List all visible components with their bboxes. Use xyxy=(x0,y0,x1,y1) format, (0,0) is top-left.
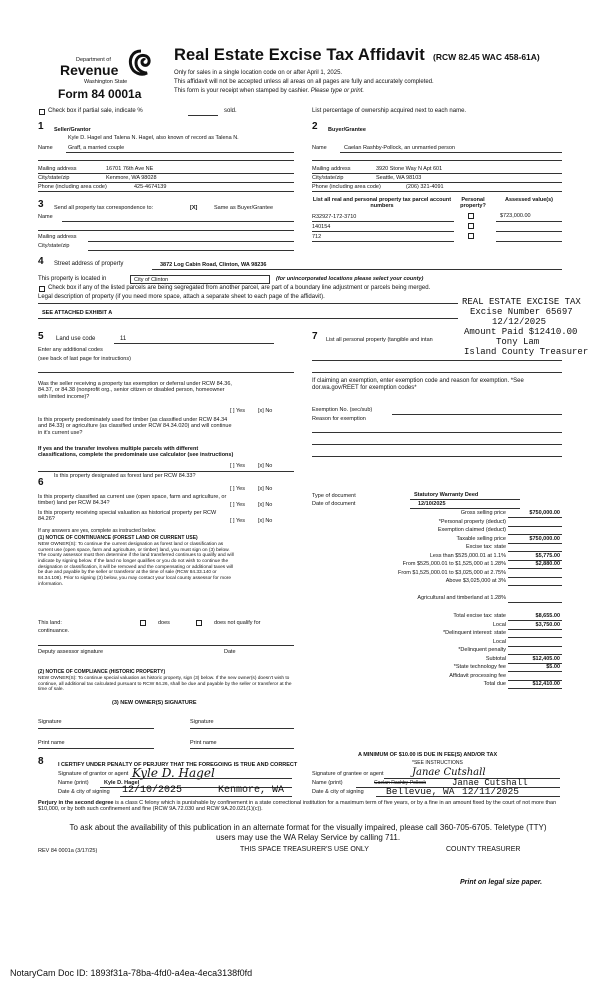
parcel-1-assessed[interactable]: $723,000.00 xyxy=(500,213,531,219)
tax-row-value[interactable]: $12,410.00 xyxy=(532,681,560,687)
exemption-yes[interactable]: [ ] Yes xyxy=(230,408,245,414)
exemption-question: Was the seller receiving a property tax exemption or deferral under RCW 84.36, 84.37, or 84.38 (nonprofit org., senior citizen or disabled person, homeowner with limited income)? xyxy=(38,381,232,400)
ownership-note: List percentage of ownership acquired next to each name. xyxy=(312,108,467,114)
legal-description-label: Legal description of property (if you need more space, attach a separate sheet to each page of the affidavit). xyxy=(38,294,325,300)
personal-property-header: Personal property? xyxy=(460,197,486,210)
tax-row-line xyxy=(508,517,562,518)
grantor-city[interactable]: Kenmore, WA xyxy=(218,785,285,796)
section-1-number: 1 xyxy=(38,121,44,132)
forest-question-3: Is this property receiving special valuation as historical property per RCW 84.26? xyxy=(38,510,217,523)
correspondence-name-label: Name xyxy=(38,214,53,220)
assessed-value-header: Assessed value(s) xyxy=(505,197,553,203)
notice-3-title: (3) NEW OWNER(S) SIGNATURE xyxy=(112,700,197,706)
perjury-statement xyxy=(38,800,562,813)
header-line-1: Only for sales in a single location code on or after April 1, 2025. xyxy=(174,70,343,76)
stamp-line-5: Tony Lam xyxy=(496,337,540,347)
treasurer-use-label: THIS SPACE TREASURER'S USE ONLY xyxy=(240,846,369,853)
owner-print-line-1[interactable] xyxy=(38,748,154,749)
grantor-name-label: Name (print) xyxy=(58,780,89,786)
correspondence-mailing-label: Mailing address xyxy=(38,234,77,240)
seller-mailing-value[interactable]: 16701 76th Ave NE xyxy=(106,166,154,172)
parcel-row-1[interactable]: R32927-172-3710 xyxy=(312,214,357,220)
tax-row-line xyxy=(508,637,562,638)
owner-print-line-2[interactable] xyxy=(190,748,294,749)
timber-no[interactable]: [x] No xyxy=(258,463,273,469)
state-line: Washington State xyxy=(84,79,128,85)
tax-row-line xyxy=(508,671,562,672)
grantee-signature-label: Signature of grantee or agent xyxy=(312,771,384,777)
notice-1-title: (1) NOTICE OF CONTINUANCE (FOREST LAND OR CURRENT USE) xyxy=(38,535,198,541)
stamp-line-3: 12/12/2025 xyxy=(492,317,547,327)
seller-mailing-label: Mailing address xyxy=(38,166,77,172)
does-label: does xyxy=(158,620,170,626)
forest-q3-yes[interactable]: [ ] Yes xyxy=(230,518,245,524)
grantor-name[interactable]: Kyle D. Hagel xyxy=(104,780,140,786)
forest-question-1: Is this property designated as forest land per RCW 84.33? xyxy=(54,473,196,479)
section-6-number: 6 xyxy=(38,477,44,488)
tax-row-label: Exemption claimed (deduct) xyxy=(437,527,506,533)
parcel-row-2[interactable]: 140154 xyxy=(312,224,331,230)
tax-row-label: Agricultural and timberland at 1.28% xyxy=(417,594,506,601)
correspondence-label: Send all property tax correspondence to: xyxy=(54,205,154,211)
perjury-bold: Perjury in the second degree xyxy=(38,800,114,806)
wa-revenue-swirl-icon xyxy=(128,49,154,77)
segregated-label: Check box if any of the listed parcels are being segregated from another parcel, are part of a boundary line adjustment or parcels being merged. xyxy=(48,285,431,291)
notarycam-doc-id: NotaryCam Doc ID: 1893f31a-78ba-4fd0-a4ea-4eca3138f0fd xyxy=(10,968,253,978)
continuance-label: continuance. xyxy=(38,628,70,634)
perjury-text: is a class C felony which is punishable by confinement in a state correctional institution for a maximum term of five years, or by a fine in an amount fixed by the court of not more than $10,000, or by both such confinement and fine (RCW 9A.72.030 and RCW 9A.20.021(1)(c)). xyxy=(38,800,557,813)
grantor-signature[interactable]: Kyle D. Hagel xyxy=(132,766,215,780)
header-line-3-italic: Please type or print. xyxy=(310,88,365,94)
county-treasurer-label: COUNTY TREASURER xyxy=(446,846,521,853)
timber-question-bold: If yes and the transfer involves multiple parcels with different classifications, complete the predominate use calculator (see instructions) xyxy=(38,446,234,459)
grantor-date-label: Date & city of signing xyxy=(58,789,110,795)
forest-note: If any answers are yes, complete as instructed below. xyxy=(38,528,157,534)
buyer-city-value[interactable]: Seattle, WA 98103 xyxy=(376,175,422,181)
unincorporated-note: (for unincorporated locations please select your county) xyxy=(276,276,424,282)
correspondence-city-label: City/state/zip xyxy=(38,243,70,249)
seller-name-line-2[interactable]: Graff, a married couple xyxy=(68,145,125,151)
owner-print-label-2: Print name xyxy=(190,740,217,746)
this-land-label: This land: xyxy=(38,620,62,626)
street-value[interactable]: 3872 Log Cabin Road, Clinton, WA 98236 xyxy=(160,262,267,268)
owner-print-label-1: Print name xyxy=(38,740,65,746)
grantor-date[interactable]: 12/10/2025 xyxy=(122,785,183,796)
tax-row-label: *Personal property (deduct) xyxy=(438,518,506,525)
partial-sale-label: Check box if partial sale, indicate % xyxy=(48,108,143,114)
tax-row-line xyxy=(508,543,562,544)
notice-2-body: NEW OWNER(S): To continue special valuation as historic property, sign (3) below. If the new owner(s) doesn't wish to continue, all additional tax calculated pursuant to RCW 84.26, shall be due and payable by the seller or transferor at the time of sale. xyxy=(38,676,292,693)
tax-row-label: Above $3,025,000 at 3% xyxy=(445,578,506,584)
located-label: This property is located in xyxy=(38,276,107,282)
forest-q1-no[interactable]: [x] No xyxy=(258,486,273,492)
tax-row-label: Total excise tax: state xyxy=(453,613,506,619)
notice-1-body: NEW OWNER(S): To continue the current designation as forest land or classification as current use (open space, farm and agriculture, or timber) land, you must sign on (3) below. The county assessor must then determine if the land transferred continues to qualify and will indicate by signing below. If the land no longer qualifies or you do not wish to continue the designation or classification, it will be removed and the compensating or additional taxes will be due and payable by the seller or transferor at the time of sale (RCW 84.33.140 or 84.34.108). Prior to signing (3) below, you may contact your local county assessor for more information. xyxy=(38,542,234,587)
land-use-value[interactable]: 11 xyxy=(120,336,127,342)
exemption-reason-label: Reason for exemption xyxy=(312,416,366,422)
doc-type-label: Type of document xyxy=(312,493,356,499)
form-number: Form 84 0001a xyxy=(58,87,142,101)
grantee-name-label: Name (print) xyxy=(312,780,343,786)
located-select[interactable]: City of Clinton xyxy=(130,275,270,284)
alt-format-note: To ask about the availability of this publication in an alternate format for the visually impaired, please call 360-705-6705. Teletype (TTY) users may use the WA Relay Service by calling 711. xyxy=(69,823,547,843)
grantee-signature[interactable]: Janae Cutshall xyxy=(412,767,486,778)
exemption-no-label: Exemption No. (sec/sub) xyxy=(312,407,373,413)
qualifies-checkbox[interactable] xyxy=(140,620,146,626)
buyer-mailing-value[interactable]: 3920 Stone Way N Apt 601 xyxy=(376,166,443,172)
tax-row-label: Less than $525,000.01 at 1.1% xyxy=(429,552,506,559)
stamp-line-4: Amount Paid $12410.00 xyxy=(464,327,578,337)
stamp-line-1: REAL ESTATE EXCISE TAX xyxy=(462,297,581,307)
partial-sale-percent-field[interactable] xyxy=(188,115,218,116)
tax-row-label: *Delinquent interest: state xyxy=(443,630,506,636)
parcel-1-personal-checkbox[interactable] xyxy=(468,213,474,219)
tax-row-line xyxy=(508,688,562,689)
tax-row-value[interactable]: $5.00 xyxy=(546,664,560,670)
tax-row-label: *Delinquent penalty xyxy=(458,647,506,653)
tax-row-line xyxy=(508,602,562,603)
buyer-mailing-label: Mailing address xyxy=(312,166,351,172)
deputy-date-label: Date xyxy=(224,649,236,655)
minimum-due-note: A MINIMUM OF $10.00 IS DUE IN FEE(S) AND/OR TAX xyxy=(358,752,498,758)
forest-q2-yes[interactable]: [ ] Yes xyxy=(230,502,245,508)
grantee-date[interactable]: 12/11/2025 xyxy=(462,786,520,797)
seller-phone-label: Phone (including area code) xyxy=(38,184,107,190)
tax-row-line xyxy=(508,585,562,586)
section-7-number: 7 xyxy=(312,331,318,342)
tax-row-label: Taxable selling price xyxy=(456,535,506,542)
tax-row-label: Gross selling price xyxy=(460,510,506,516)
exemption-claim-text: If claiming an exemption, enter exemption code and reason for exemption. *See dor.wa.gov/REET for exemption codes* xyxy=(312,378,524,392)
rev-code: REV 84 0001a (3/17/25) xyxy=(38,848,98,854)
forest-q1-yes[interactable]: [ ] Yes xyxy=(230,486,245,492)
parcel-2-personal-checkbox[interactable] xyxy=(468,223,474,229)
owner-signature-line-2[interactable] xyxy=(190,728,294,729)
personal-property-label: List all personal property (tangible and intan xyxy=(326,337,433,343)
doc-date-label: Date of document xyxy=(312,501,356,507)
stamp-line-2: Excise Number 65697 xyxy=(470,307,573,317)
tax-row-label: Affidavit processing fee xyxy=(449,672,506,679)
partial-sale-sold: sold. xyxy=(224,108,237,114)
parcel-row-3[interactable]: 712 xyxy=(312,234,322,240)
statute-ref: (RCW 82.45 WAC 458-61A) xyxy=(433,52,540,62)
stamp-line-6: Island County Treasurer xyxy=(464,347,589,357)
header-line-2: This affidavit will not be accepted unless all areas on all pages are fully and accurately completed. xyxy=(174,79,434,85)
timber-question: Is this property predominately used for timber (as classified under RCW 84.34 and 84.33) or agriculture (as classified under RCW 84.34.020) and will continue in it's current use? xyxy=(38,417,232,436)
tax-row-value[interactable]: $5,775.00 xyxy=(535,552,560,559)
tax-row-label: Total due xyxy=(483,681,506,687)
seller-phone-value[interactable]: 425-4674139 xyxy=(134,184,167,190)
grantee-city[interactable]: Bellevue, WA xyxy=(386,786,455,797)
buyer-phone-label: Phone (including area code) xyxy=(312,184,381,190)
tax-row-label: From $525,000.01 to $1,525,000 at 1.28% xyxy=(402,561,506,567)
tax-row-value[interactable]: $3,750.00 xyxy=(535,621,560,628)
section-4-number: 4 xyxy=(38,256,44,267)
doc-type-value[interactable]: Statutory Warranty Deed xyxy=(414,492,479,498)
deputy-signature-label: Deputy assessor signature xyxy=(38,649,104,655)
tax-row-value[interactable]: $2,880.00 xyxy=(535,561,560,567)
dept-line: Department of xyxy=(76,57,111,63)
grantee-name-struck: Caelan Rashby-Pollock xyxy=(374,780,426,786)
additional-codes-label: Enter any additional codes xyxy=(38,347,103,353)
seller-heading: Seller/Grantor xyxy=(54,127,91,133)
tax-row-label: Local xyxy=(492,621,506,628)
buyer-city-label: City/state/zip xyxy=(312,175,344,181)
land-use-label: Land use code xyxy=(56,336,96,342)
tax-row-label: Subtotal xyxy=(485,655,506,662)
section-2-number: 2 xyxy=(312,121,318,132)
grantee-name[interactable]: Janae Cutshall xyxy=(452,778,528,788)
street-label: Street address of property xyxy=(54,261,124,267)
tax-row-value[interactable]: $8,655.00 xyxy=(535,613,560,619)
exemption-no[interactable]: [x] No xyxy=(258,408,273,414)
tax-row-label: Excise tax: state xyxy=(465,544,506,550)
form-title: Real Estate Excise Tax Affidavit xyxy=(174,46,425,64)
doc-date-value[interactable]: 12/10/2025 xyxy=(418,501,446,507)
tax-row-label: Local xyxy=(492,638,506,645)
correspondence-same-mark[interactable]: [X] xyxy=(190,205,198,211)
section-8-number: 8 xyxy=(38,756,44,767)
legal-description-value[interactable]: SEE ATTACHED EXHIBIT A xyxy=(42,310,113,316)
forest-question-2: Is this property classified as current use (open space, farm and agriculture, or timber) land per RCW 84.34? xyxy=(38,494,227,507)
timber-yes[interactable]: [ ] Yes xyxy=(230,463,245,469)
grantor-signature-label: Signature of grantor or agent xyxy=(58,771,129,777)
certify-statement: I CERTIFY UNDER PENALTY OF PERJURY THAT THE FOREGOING IS TRUE AND CORRECT xyxy=(58,762,298,768)
tax-row-line xyxy=(508,646,562,647)
seller-city-label: City/state/zip xyxy=(38,175,70,181)
tax-row-line xyxy=(508,577,562,578)
owner-signature-label-2: Signature xyxy=(190,719,214,725)
segregated-checkbox[interactable] xyxy=(39,286,45,292)
legal-size-note: Print on legal size paper. xyxy=(460,879,543,886)
seller-name-line-1: Kyle D. Hagel and Talena N. Hagel, also known of record as Talena N. xyxy=(68,135,239,141)
does-not-label: does not qualify for xyxy=(214,620,261,626)
see-back-note: (see back of last page for instructions) xyxy=(38,356,131,362)
grantee-date-label: Date & city of signing xyxy=(312,789,364,795)
revenue-wordmark: Revenue xyxy=(60,62,119,78)
owner-signature-line-1[interactable] xyxy=(38,728,154,729)
seller-name-label: Name xyxy=(38,145,53,151)
tax-row-label: From $1,525,000.01 to $3,025,000 at 2.75% xyxy=(398,569,506,576)
section-5-number: 5 xyxy=(38,331,44,342)
tax-row-line xyxy=(508,568,562,569)
owner-signature-label-1: Signature xyxy=(38,719,62,725)
parcel-list-header: List all real and personal property tax parcel account numbers xyxy=(312,197,452,210)
tax-row-value[interactable]: $750,000.00 xyxy=(529,535,560,542)
tax-row-line xyxy=(508,629,562,630)
seller-city-value[interactable]: Kenmore, WA 98028 xyxy=(106,175,157,181)
forest-q3-no[interactable]: [x] No xyxy=(258,518,273,524)
see-instructions-note: *SEE INSTRUCTIONS xyxy=(412,760,463,766)
not-qualify-checkbox[interactable] xyxy=(196,620,202,626)
notice-2-title: (2) NOTICE OF COMPLIANCE (HISTORIC PROPERTY) xyxy=(38,669,166,675)
buyer-heading: Buyer/Grantee xyxy=(328,127,366,133)
forest-q2-no[interactable]: [x] No xyxy=(258,502,273,508)
tax-row-label: *State technology fee xyxy=(453,664,506,670)
partial-sale-checkbox[interactable] xyxy=(39,109,45,115)
buyer-name-value[interactable]: Caelan Rashby-Pollock, an unmarried person xyxy=(344,145,455,151)
parcel-3-personal-checkbox[interactable] xyxy=(468,233,474,239)
buyer-name-label: Name xyxy=(312,145,327,151)
tax-row-value[interactable]: $12,405.00 xyxy=(532,655,560,662)
correspondence-same-label: Same as Buyer/Grantee xyxy=(214,205,274,211)
buyer-phone-value[interactable]: (206) 321-4091 xyxy=(406,184,444,190)
tax-row-line xyxy=(508,526,562,527)
section-3-number: 3 xyxy=(38,199,44,210)
tax-row-value[interactable]: $750,000.00 xyxy=(529,510,560,516)
header-line-3: This form is your receipt when stamped by cashier. xyxy=(174,88,310,94)
